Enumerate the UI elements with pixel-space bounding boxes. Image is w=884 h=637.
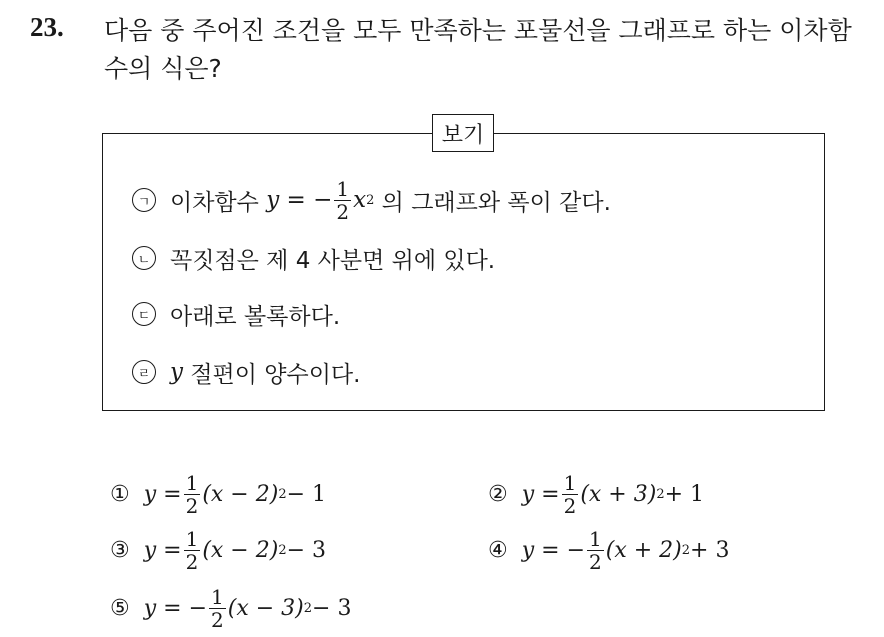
choice-exponent: 2 — [656, 486, 665, 502]
fraction — [184, 528, 201, 573]
fraction-numerator: 1 — [185, 526, 199, 551]
choice-body: (x − 2) — [202, 481, 279, 507]
equation-variable: x — [353, 187, 367, 213]
choice-tail: − 3 — [312, 595, 352, 621]
condition-text-post: 의 그래프와 폭이 같다. — [381, 189, 611, 216]
fraction — [334, 178, 351, 223]
condition-4 — [132, 352, 360, 392]
condition-1 — [132, 176, 611, 224]
choice-number: ① — [110, 481, 130, 507]
choice-lhs: y = — [521, 481, 560, 507]
condition-marker: ㄷ — [132, 302, 156, 326]
choice-body: (x + 2) — [605, 537, 682, 563]
choice-tail: − 3 — [286, 537, 327, 563]
choice-number: ② — [488, 481, 508, 507]
choice-number: ③ — [110, 537, 130, 563]
choice-exponent: 2 — [278, 486, 287, 502]
fraction-numerator: 1 — [589, 526, 602, 551]
fraction-denominator: 2 — [336, 199, 350, 224]
condition-3 — [132, 294, 340, 334]
choice-lhs: y = — [143, 537, 182, 563]
choice-exponent: 2 — [681, 542, 691, 558]
choice-lhs: y = − — [521, 537, 586, 563]
fraction-numerator: 1 — [185, 470, 199, 495]
choice-tail: + 3 — [690, 537, 730, 563]
condition-marker: ㄱ — [132, 188, 156, 212]
choice-exponent: 2 — [303, 600, 313, 616]
choice-5[interactable] — [110, 582, 351, 634]
condition-2 — [132, 238, 495, 278]
conditions-box-title: 보기 — [432, 114, 494, 152]
choice-lhs: y = − — [143, 595, 208, 621]
choice-1[interactable] — [110, 468, 326, 520]
choice-number: ④ — [488, 537, 508, 563]
equation-exponent: 2 — [366, 192, 375, 208]
condition-text: 아래로 볼록하다. — [170, 303, 341, 330]
fraction-numerator: 1 — [211, 584, 224, 609]
question-number: 23. — [30, 12, 64, 42]
condition-text: 절편이 양수이다. — [190, 361, 361, 388]
fraction-denominator: 2 — [589, 549, 602, 574]
choice-body: (x − 3) — [227, 595, 304, 621]
fraction — [562, 472, 579, 517]
fraction-denominator: 2 — [211, 607, 224, 632]
choice-tail: + 1 — [664, 481, 705, 507]
fraction — [209, 586, 226, 631]
fraction-denominator: 2 — [185, 549, 199, 574]
equation-lhs: y = − — [266, 187, 333, 213]
condition-marker: ㄴ — [132, 246, 156, 270]
choice-exponent: 2 — [278, 542, 287, 558]
question-text: 다음 중 주어진 조건을 모두 만족하는 포물선을 그래프로 하는 이차함수의 식은? — [104, 16, 852, 83]
choice-4[interactable] — [488, 524, 729, 576]
choice-number: ⑤ — [110, 595, 130, 621]
fraction-denominator: 2 — [563, 493, 577, 518]
fraction-denominator: 2 — [185, 493, 199, 518]
fraction-numerator: 1 — [563, 470, 577, 495]
choice-body: (x − 2) — [202, 537, 279, 563]
choice-3[interactable] — [110, 524, 326, 576]
condition-text: 꼭짓점은 제 4 사분면 위에 있다. — [170, 247, 496, 274]
choice-2[interactable] — [488, 468, 704, 520]
choice-tail: − 1 — [286, 481, 327, 507]
fraction — [587, 528, 604, 573]
choice-lhs: y = — [143, 481, 182, 507]
fraction-numerator: 1 — [336, 176, 350, 201]
fraction — [184, 472, 201, 517]
condition-marker: ㄹ — [132, 360, 156, 384]
choice-body: (x + 3) — [580, 481, 657, 507]
condition-variable: y — [170, 359, 183, 385]
condition-text-pre: 이차함수 — [170, 189, 259, 216]
